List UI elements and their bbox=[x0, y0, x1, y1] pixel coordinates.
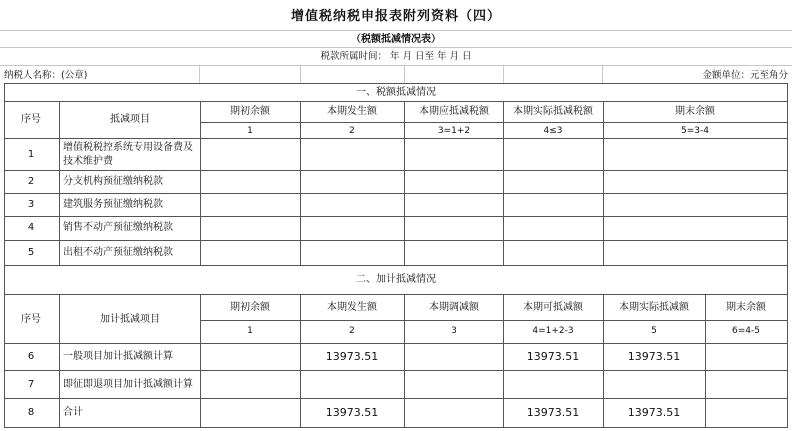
s2-col4-code: 4=1+2-3 bbox=[532, 326, 574, 336]
s1-col1-code: 1 bbox=[247, 126, 253, 136]
page-title: 增值税纳税申报表附列资料（四） bbox=[290, 9, 502, 24]
tax-period: 税款所属时间： 年 月 日至 年 月 日 bbox=[320, 51, 472, 62]
s2-col4-label: 本期可抵减额 bbox=[523, 302, 583, 313]
section1-heading: 一、税额抵减情况 bbox=[356, 87, 436, 98]
s1-row1-item-line1: 增值税税控系统专用设备费及 bbox=[63, 142, 193, 153]
s1-col3-label: 本期应抵减税额 bbox=[419, 106, 489, 117]
s2-col2-label: 本期发生额 bbox=[327, 302, 377, 313]
section2-seq-header: 序号 bbox=[21, 314, 41, 325]
s2-row7-seq: 7 bbox=[27, 379, 35, 390]
s1-col5-label: 期末余额 bbox=[675, 106, 715, 117]
s2-row8-item: 合计 bbox=[63, 407, 83, 418]
s1-col2-label: 本期发生额 bbox=[327, 106, 377, 117]
s2-row8-seq: 8 bbox=[27, 407, 35, 418]
section1-item-header: 抵减项目 bbox=[110, 114, 150, 125]
s2-col1-label: 期初余额 bbox=[230, 302, 270, 313]
s2-col3-code: 3 bbox=[451, 326, 457, 336]
s2-row8-current-amount: 13973.51 bbox=[325, 406, 379, 419]
page-subtitle: （税额抵减情况表） bbox=[351, 34, 441, 45]
s2-col5-code: 5 bbox=[651, 326, 657, 336]
s2-col3-label: 本期调减额 bbox=[429, 302, 479, 313]
s1-row2-item: 分支机构预征缴纳税款 bbox=[63, 176, 163, 187]
s1-col2-code: 2 bbox=[349, 126, 355, 136]
section2-item-header: 加计抵减项目 bbox=[100, 314, 160, 325]
s1-col4-code: 4≤3 bbox=[543, 126, 563, 136]
s2-col5-label: 本期实际抵减额 bbox=[619, 302, 689, 313]
s2-col6-code: 6=4-5 bbox=[732, 326, 760, 336]
section2-heading: 二、加计抵减情况 bbox=[356, 274, 436, 285]
s1-row5-seq: 5 bbox=[27, 247, 35, 258]
taxpayer-name-label: 纳税人名称：(公章) bbox=[4, 70, 88, 81]
s2-row6-item: 一般项目加计抵减额计算 bbox=[63, 351, 173, 362]
s1-row3-item: 建筑服务预征缴纳税款 bbox=[63, 199, 163, 210]
s1-row4-seq: 4 bbox=[27, 222, 35, 233]
s2-row8-actual-deducted: 13973.51 bbox=[627, 406, 681, 419]
s1-row5-item: 出租不动产预征缴纳税款 bbox=[63, 247, 173, 258]
s2-row6-current-amount: 13973.51 bbox=[325, 350, 379, 363]
s2-col6-label: 期末余额 bbox=[726, 302, 766, 313]
s2-row8-deductible-amount: 13973.51 bbox=[526, 406, 580, 419]
s1-col3-code: 3=1+2 bbox=[437, 126, 471, 136]
s2-row6-actual-deducted: 13973.51 bbox=[627, 350, 681, 363]
s1-row3-seq: 3 bbox=[27, 199, 35, 210]
s2-col1-code: 1 bbox=[247, 326, 253, 336]
s2-row7-item: 即征即退项目加计抵减额计算 bbox=[63, 379, 193, 390]
s2-row6-deductible-amount: 13973.51 bbox=[526, 350, 580, 363]
s1-col1-label: 期初余额 bbox=[230, 106, 270, 117]
s1-col5-code: 5=3-4 bbox=[681, 126, 709, 136]
s1-row1-item-line2: 技术维护费 bbox=[63, 156, 113, 167]
s1-row2-seq: 2 bbox=[27, 176, 35, 187]
s1-col4-label: 本期实际抵减税额 bbox=[513, 106, 593, 117]
s1-row1-seq: 1 bbox=[27, 149, 35, 160]
s2-col2-code: 2 bbox=[349, 326, 355, 336]
amount-unit-label: 金额单位：元至角分 bbox=[702, 70, 788, 81]
s2-row6-seq: 6 bbox=[27, 351, 35, 362]
s1-row4-item: 销售不动产预征缴纳税款 bbox=[63, 222, 173, 233]
section1-seq-header: 序号 bbox=[21, 114, 41, 125]
